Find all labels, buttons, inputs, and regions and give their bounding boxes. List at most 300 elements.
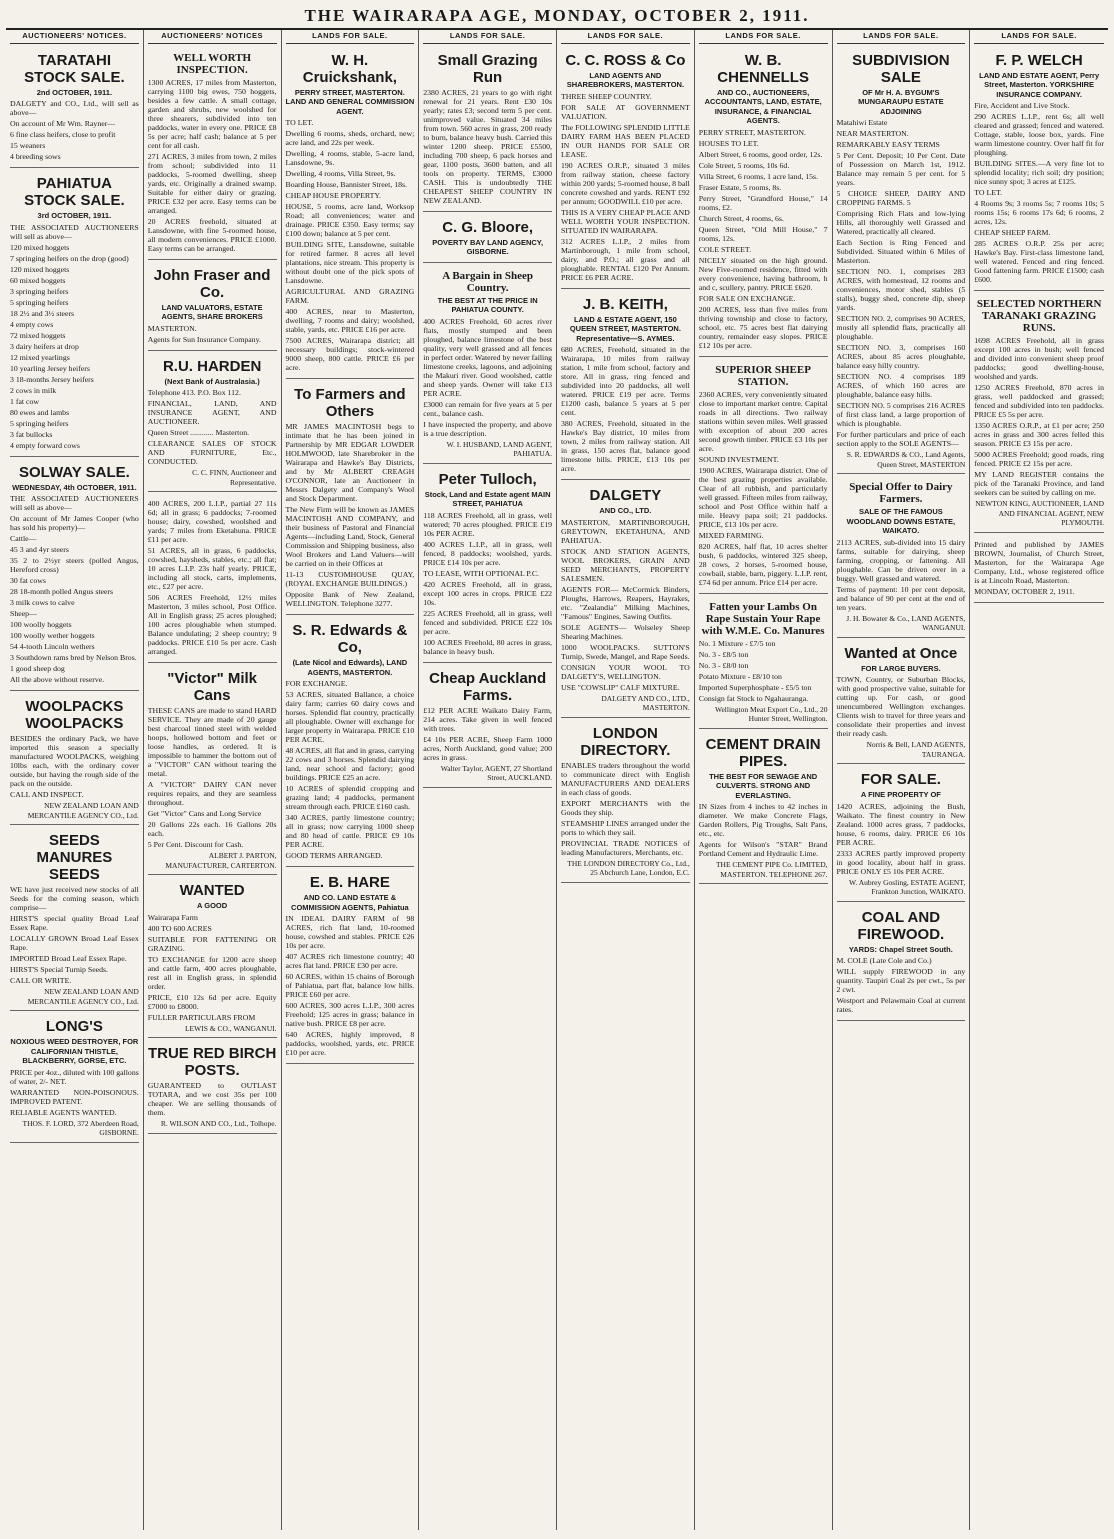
ad-line: £4 10s PER ACRE, Sheep Farm 1000 acres, North Auckland, good value; 200 acres in grass. xyxy=(423,734,552,762)
advertisement xyxy=(10,693,139,825)
ad-footer: LEWIS & CO., WANGANUI. xyxy=(184,1023,277,1033)
ad-title: C. G. Bloore, xyxy=(442,218,534,236)
ad-line: STEAMSHIP LINES arranged under the ports to which they sail. xyxy=(561,818,690,837)
ad-line: Albert Street, 6 rooms, good order, 12s. xyxy=(698,149,823,159)
ad-subtitle: YARDS: Chapel Street South. xyxy=(848,944,953,954)
ad-line: COLE STREET. xyxy=(698,244,752,254)
ad-footer: W. Aubrey Gosling, ESTATE AGENT, Frankton Junction, WAIKATO. xyxy=(848,877,966,896)
ad-subtitle: LAND AGENTS AND SHAREBROKERS, MASTERTON. xyxy=(566,70,685,89)
ad-footer: DALGETY AND CO., LTD., MASTERTON. xyxy=(601,693,690,712)
ad-subtitle: 2nd OCTOBER, 1911. xyxy=(36,87,113,97)
masthead: THE WAIRARAPA AGE, MONDAY, OCTOBER 2, 1911. xyxy=(304,6,810,25)
ad-line: THESE CANS are made to stand HARD SERVICE. They are made of 20 gauge best charcoal tinned steel with welded hoops, hollowed bottom and feet or loose handles, as ordered. It is impossible to hammer the bottom out of a "VICTOR" CAN without tearing the metal. xyxy=(147,706,277,778)
ad-subtitle: A GOOD xyxy=(197,901,228,910)
ad-line: 53 ACRES, situated Ballance, a choice dairy farm; carries 60 dairy cows and horses. Splendid flat country, practically all ploughable. Owner will exchange for larger property in Wairarapa. PRICE £10 PER ACRE. xyxy=(285,690,415,744)
advertisement xyxy=(699,47,828,357)
ad-line: SECTION NO. 3, comprises 160 ACRES, about 85 acres ploughable, balance easy hilly country. xyxy=(836,343,966,370)
ad-line: 271 ACRES, 3 miles from town, 2 miles from school; subdivided into 11 paddocks, 5-roomed dwelling, sheep yards, etc. Originally a drained swamp. Suitable for either dairy or grazing. PRICE £32 per acre. Easy terms can be arranged. xyxy=(147,151,277,215)
ad-title: WANTED xyxy=(179,882,245,899)
advertisement xyxy=(148,353,277,493)
ad-body xyxy=(286,914,415,1057)
ad-line: IN Sizes from 4 inches to 42 inches in diameter. We make Concrete Flags, Garden Rollers, Pig Troughs, Salt Pans, etc., etc. xyxy=(698,802,828,838)
ad-line: 7500 ACRES, Wairarapa district; all necessary buildings; stock-wintered 9000 sheep, 800 cattle. PRICE £6 per acre. xyxy=(285,336,415,372)
advertisement xyxy=(837,47,966,475)
ad-line: 15 weaners xyxy=(10,141,46,150)
ad-line: 100 ACRES Freehold, 80 acres in grass, balance in heavy bush. xyxy=(423,637,552,656)
ad-line: 5 CHOICE SHEEP, DAIRY AND CROPPING FARMS. 5 xyxy=(836,189,966,207)
ad-line: 7 springing heifers on the drop (good) xyxy=(10,253,129,263)
ad-body xyxy=(148,78,277,253)
ad-line: Terms of payment: 10 per cent deposit, and balance of 90 per cent at the end of ten years. xyxy=(836,584,966,612)
ad-line: 3 milk cows to calve xyxy=(10,598,75,607)
ad-title: TRUE RED BIRCH POSTS. xyxy=(147,1045,277,1079)
ad-line: 1300 ACRES, 17 miles from Masterton, carrying 1100 big ewes, 750 hoggets, besides a few cattle. A small cottage, garden and shrubs, new woolshed for three shearers, subdivided into ten paddocks, water in every one. PRICE £8 5s per acre; half cash; balance at 5 per cent for all cash. xyxy=(147,77,277,150)
ad-line: 80 ewes and lambs xyxy=(10,407,70,417)
ad-line: CALL AND INSPECT. xyxy=(10,790,84,799)
advertisement xyxy=(423,466,552,663)
ad-footer: NEWTON KING, AUCTIONEER, LAND AND FINANCIAL AGENT, NEW PLYMOUTH. xyxy=(975,499,1104,527)
ad-body xyxy=(837,118,966,448)
ad-line: 5 Per Cent. Deposit; 10 Per Cent. Date of Possession on March 1st, 1912. Balance may remain 5 per cent. for 5 years. xyxy=(836,151,966,187)
ad-body xyxy=(148,324,277,344)
ad-line: MIXED FARMING. xyxy=(698,530,764,540)
ad-line: BUILDING SITES.—A very fine lot to splendid locality; rich soil; dry position; nice sunny spot; 3 acres at £125. xyxy=(974,159,1104,186)
ad-title: W. H. Cruickshank, xyxy=(302,51,397,86)
column-header: LANDS FOR SALE. xyxy=(423,30,552,44)
ad-line: WILL supply FIREWOOD in any quantity. Taupiri Coal 2s per cwt., 5s per 2 cwt. xyxy=(836,967,966,994)
ad-line: Consign fat Stock to Ngahauranga. xyxy=(698,693,809,703)
ad-subtitle: THE BEST AT THE PRICE IN PAHIATUA COUNTY. xyxy=(437,295,538,314)
ad-line: 120 mixed hoggets xyxy=(10,242,70,252)
ad-line: 407 ACRES rich limestone country; 40 acres flat land. PRICE £30 per acre. xyxy=(285,952,415,970)
ad-line: 60 mixed hoggets xyxy=(10,275,66,285)
ad-body xyxy=(423,511,552,656)
advertisement xyxy=(699,596,828,729)
ad-line: SUITABLE FOR FATTENING OR GRAZING. xyxy=(147,934,277,953)
ad-line: WARRANTED NON-POISONOUS. IMPROVED PATENT. xyxy=(10,1087,139,1106)
ad-line: 12 mixed yearlings xyxy=(10,352,70,362)
ad-line: 1250 ACRES Freehold, 870 acres in grass, well paddocked and grassed; fenced and subdivided into ten paddocks. PRICE £5 5s per acre. xyxy=(974,383,1104,419)
ad-line: 200 ACRES, less than five miles from thriving township and close to factory, school, etc. 75 acres best flat dairying country, remainder easy slopes. PRICE £12 10s per acre. xyxy=(698,304,828,350)
ad-footer: W. I. HUSBAND, LAND AGENT, PAHIATUA. xyxy=(446,439,552,458)
ad-body xyxy=(561,518,690,692)
ad-title: W. B. CHENNELLS xyxy=(717,51,809,86)
ad-line: FINANCIAL, LAND, AND INSURANCE AGENT, AND AUCTIONEER. xyxy=(147,399,277,426)
ad-title: SELECTED NORTHERN TARANAKI GRAZING RUNS. xyxy=(976,298,1102,334)
ad-line: The FOLLOWING SPLENDID LITTLE DAIRY FARM HAS BEEN PLACED IN OUR HANDS FOR SALE OR LEASE. xyxy=(561,122,690,159)
ad-line: TO LEASE, WITH OPTIONAL P.C. xyxy=(423,568,539,578)
ad-subtitle: POVERTY BAY LAND AGENCY, GISBORNE. xyxy=(432,237,544,256)
ad-line: Comprising Rich Flats and low-lying Hills, all thoroughly well Grassed and Watered, practically all cleared. xyxy=(836,209,966,236)
ad-line: No. 3 - £8/0 ton xyxy=(698,660,749,670)
column-header: AUCTIONEERS' NOTICES. xyxy=(10,30,139,44)
column-5 xyxy=(557,30,695,1530)
ad-footer: THOS. F. LORD, 372 Aberdeen Road, GISBORNE. xyxy=(22,1118,139,1137)
ad-line: Cole Street, 5 rooms, 10s 6d. xyxy=(698,160,790,170)
ad-line: Boarding House, Bannister Street, 18s. xyxy=(285,180,407,189)
column-8 xyxy=(970,30,1108,1530)
ad-line: TO EXCHANGE for 1200 acre sheep and cattle farm, 400 acres ploughable, rest all in English grass, in splendid order. xyxy=(147,954,277,991)
ad-line: 60 ACRES, within 15 chains of Borough of Pahiatua, part flat, balance low hills. PRICE £60 per acre. xyxy=(285,972,415,999)
ad-subtitle: AND CO., LTD. xyxy=(599,506,652,515)
ad-body xyxy=(10,223,139,450)
ad-line: 20 ACRES freehold, situated at Lansdowne, with fine 5-roomed house, all modern conveniences. PRICE £1000. Easy terms can be arranged. xyxy=(147,216,277,253)
ad-line: 1420 ACRES, adjoining the Bush, Waikato. The finest country in New Zealand. 1000 acres grass, 7 paddocks, house, 6 rooms, dairy. PRICE £6 10s PER ACRE. xyxy=(836,801,966,847)
ad-title: Cheap Auckland Farms. xyxy=(429,669,547,704)
ad-title: To Farmers and Others xyxy=(294,386,406,420)
ad-line: CHEAP HOUSE PROPERTY. xyxy=(285,191,381,200)
ad-body xyxy=(699,128,828,350)
ad-line: MASTERTON, MARTINBOROUGH, GREYTOWN, EKETAHUNA, AND PAHIATUA. xyxy=(561,517,690,545)
column-header: AUCTIONEERS' NOTICES xyxy=(148,30,277,44)
ad-body xyxy=(148,388,277,466)
ad-footer: NEW ZEALAND LOAN AND MERCANTILE AGENCY CO., Ltd. xyxy=(27,987,139,1006)
ad-body xyxy=(10,885,139,985)
ad-body xyxy=(423,88,552,205)
ad-body xyxy=(837,538,966,612)
ad-line: Fire, Accident and Live Stock. xyxy=(974,101,1070,110)
ad-line: Opposite Bank of New Zealand, WELLINGTON. Telephone 3277. xyxy=(285,590,415,608)
ad-body xyxy=(699,390,828,587)
ad-line: 54 4-tooth Lincoln wethers xyxy=(10,642,95,651)
ad-footer: J. H. Bowater & Co., LAND AGENTS, WANGANUI. xyxy=(846,613,966,632)
ad-line: USE "COWSLIP" CALF MIXTURE. xyxy=(561,682,680,692)
ad-line: 225 ACRES Freehold, all in grass, well fenced and subdivided. PRICE £22 10s per acre. xyxy=(423,608,552,636)
ad-line: 380 ACRES, Freehold, situated in the Hawke's Bay district, 10 miles from town, 2 miles from railway station. All in grass, 150 acres flat, balance good limestone hills. PRICE, £13 10s per acre. xyxy=(561,419,690,473)
ad-line: On account of Mr Wm. Rayner— xyxy=(10,119,116,128)
ad-line: 4 Rooms 9s; 3 rooms 5s; 7 rooms 10s; 5 rooms 15s; 6 rooms 17s 6d; 6 rooms, 2 acres, 12s. xyxy=(974,199,1104,226)
ad-line: 35 2 to 2½yr steers (polled Angus, Hereford cross) xyxy=(10,556,139,574)
ad-line: Queen Street, "Old Mill House," 7 rooms, 12s. xyxy=(698,224,828,243)
ad-line: Agents for Sun Insurance Company. xyxy=(147,334,261,344)
column-4 xyxy=(419,30,557,1530)
ad-line: HOUSE, 5 rooms, acre land, Worksop Road; all conveniences; water and drainage. PRICE £350. Easy terms; say £100 down; balance at 5 per cent. xyxy=(285,202,415,238)
ad-line: NEAR MASTERTON. xyxy=(836,129,909,138)
ad-line: 3 Southdown rams bred by Nelson Bros. xyxy=(10,653,137,662)
ad-body xyxy=(561,92,690,282)
ad-line: THE ASSOCIATED AUCTIONEERS will sell as above— xyxy=(10,494,139,512)
ad-line: Imported Superphosphate - £5/5 ton xyxy=(698,682,812,692)
ad-line: 5 Per Cent. Discount for Cash. xyxy=(147,840,244,849)
ad-line: MR JAMES MACINTOSH begs to intimate that he has been joined in Partnership by MR EDGAR LOWDER HOLMWOOD, late Sharebroker in the Wairarapa and Hawke's Bay Districts, and by Mr ALBERT CREAGH O'CONNOR, late an Auctioneer in Messrs Dalgety and Company's Wool and Stock Department. xyxy=(285,422,415,503)
ad-line: Westport and Pelawmain Coal at current rates. xyxy=(836,996,966,1014)
advertisement xyxy=(837,766,966,902)
ad-body xyxy=(699,639,828,703)
ad-line: A "VICTOR" DAIRY CAN never requires repairs, and they are seamless throughout. xyxy=(147,780,277,807)
ad-title: Special Offer to Dairy Farmers. xyxy=(849,481,953,505)
ad-line: NICELY situated on the high ground. New Five-roomed residence, fitted with every convenience, having bathroom, h and c, scullery, pantry. PRICE £620. xyxy=(698,255,828,292)
ad-line: 10 ACRES of splendid cropping and grazing land; 4 paddocks, permanent stream through each. PRICE £160 cash. xyxy=(285,784,415,811)
ad-line: Dwelling, 4 rooms, stable, 5-acre land, Lansdowne, 9s. xyxy=(285,149,415,167)
ad-line: PERRY STREET, MASTERTON. xyxy=(698,127,807,137)
ad-subtitle: A FINE PROPERTY OF xyxy=(860,790,941,799)
ad-line: The New Firm will be known as JAMES MACINTOSH AND COMPANY, and their business of Pastoral and Financial Agents—including Land, Stock, General Commission and Shipping business, also Wool Brokers and Land Valuers—will be carried on in their Offices at xyxy=(285,505,415,568)
ad-title: COAL AND FIREWOOD. xyxy=(857,908,945,943)
ad-line: All the above without reserve. xyxy=(10,675,105,684)
ad-line: 506 ACRES Freehold, 12½ miles Masterton, 3 miles school, Post Office. All in English grass; 25 acres ploughed; 100 acres ploughable when stumped. Balance undulating; 2 sheep country; 9 paddocks. PRICE £10 5s per acre. Cash arranged. xyxy=(147,593,277,656)
ad-footer: Norris & Bell, LAND AGENTS, TAURANGA. xyxy=(866,740,966,759)
ad-title: CEMENT DRAIN PIPES. xyxy=(705,735,821,770)
ad-body xyxy=(561,345,690,473)
ad-line: REMARKABLY EASY TERMS xyxy=(836,140,940,149)
ad-line: EXPORT MERCHANTS with the Goods they ship. xyxy=(561,798,690,817)
ad-footer: THE LONDON DIRECTORY Co., Ltd., 25 Abchurch Lane, London, E.C. xyxy=(567,858,690,877)
ad-line: 290 ACRES L.I.P., rent 6s; all well cleared and grassed; fenced and watered. Cottage, stable, loose box, yards. Fine warm limestone country. Over half fit for ploughing. xyxy=(974,112,1104,157)
ad-line: GUARANTEED to OUTLAST TOTARA, and we cost 35s per 100 cheaper. We are selling thousands of them. xyxy=(147,1081,277,1117)
advertisement xyxy=(423,214,552,263)
ad-title: A Bargain in Sheep Country. xyxy=(442,269,534,294)
ad-body xyxy=(10,734,139,799)
ad-line: SOUND INVESTMENT. xyxy=(698,454,779,464)
ad-body xyxy=(148,499,277,656)
ad-subtitle: PERRY STREET, MASTERTON. LAND AND GENERAL COMMISSION AGENT. xyxy=(285,87,415,116)
ad-line: 312 ACRES L.I.P., 2 miles from Martinborough, 1 mile from school, dairy, and P.O.; all grass and all ploughable. RENTAL £120 Per Annum. PRICE £6 PER ACRE. xyxy=(561,236,690,282)
ad-body xyxy=(974,101,1104,284)
ad-subtitle: 3rd OCTOBER, 1911. xyxy=(37,211,112,220)
ad-line: ENABLES traders throughout the world to communicate direct with English MANUFACTURERS AND DEALERS in each class of goods. xyxy=(561,760,690,797)
ad-line: 120 mixed hoggets xyxy=(10,264,70,274)
ad-line: GOOD TERMS ARRANGED. xyxy=(285,851,383,860)
advertisement xyxy=(10,170,139,457)
ad-subtitle: OF Mr H. A. BYGUM'S MUNGARAUPU ESTATE ADJOINING xyxy=(858,87,944,116)
ad-line: 5 springing heifers xyxy=(10,418,69,428)
column-3 xyxy=(282,30,420,1530)
ad-body xyxy=(286,118,415,372)
ad-subtitle: THE BEST FOR SEWAGE AND CULVERTS. STRONG AND EVERLASTING. xyxy=(709,771,818,800)
ad-footer: Walter Taylor, AGENT, 27 Shortland Street, AUCKLAND. xyxy=(440,763,552,782)
ad-line: WE have just received new stocks of all Seeds for the coming season, which comprise— xyxy=(10,885,139,912)
ad-subtitle: LAND AND ESTATE AGENT, Perry Street, Masterton. YORKSHIRE INSURANCE COMPANY. xyxy=(979,70,1100,99)
column-2 xyxy=(144,30,282,1530)
ad-line: CALL OR WRITE. xyxy=(10,976,72,985)
ad-line: I have inspected the property, and above is a true description. xyxy=(423,419,552,438)
ad-line: Get "Victor" Cans and Long Service xyxy=(147,809,262,818)
ad-line: Each Section is Ring Fenced and Subdivided. Situated within 6 Miles of Masterton. xyxy=(836,238,966,265)
advertisement xyxy=(974,47,1104,292)
advertisement xyxy=(10,47,139,169)
ad-line: HIRST'S Special Turnip Seeds. xyxy=(10,965,109,974)
ad-body xyxy=(10,494,139,684)
advertisement xyxy=(286,617,415,867)
ad-line: 400 TO 600 ACRES xyxy=(147,923,212,933)
ad-line: 2 cows in milk xyxy=(10,385,57,395)
ad-line: Cattle— xyxy=(10,534,37,543)
column-1 xyxy=(6,30,144,1530)
ad-line: BUILDING SITE, Lansdowne, suitable for retired farmer. 8 acres all level plantations, nice stream. This property is without doubt one of the pick spots of Lansdowne. xyxy=(285,240,415,285)
ad-title: R.U. HARDEN xyxy=(162,357,262,375)
advertisement xyxy=(148,1040,277,1134)
ad-body xyxy=(699,802,828,858)
ad-title: E. B. HARE xyxy=(309,874,390,891)
ad-line: 100 woolly wether hoggets xyxy=(10,631,95,640)
ad-title: "Victor" Milk Cans xyxy=(167,670,258,704)
advertisement xyxy=(837,476,966,638)
ad-line: 48 ACRES, all flat and in grass, carrying 22 cows and 3 horses. Splendid dairying land, near school and factory; good buildings. PRICE £25 an acre. xyxy=(285,746,415,782)
ad-line: CHEAP SHEEP FARM. xyxy=(974,228,1051,237)
ad-title: WELL WORTH INSPECTION. xyxy=(173,51,252,76)
ad-line: Church Street, 4 rooms, 6s. xyxy=(698,213,784,223)
ad-line: 28 18-month polled Angus steers xyxy=(10,587,114,596)
advertisement xyxy=(148,47,277,260)
column-header: LANDS FOR SALE. xyxy=(837,30,966,44)
ad-subtitle: FOR LARGE BUYERS. xyxy=(861,663,941,673)
ad-line: 285 ACRES O.R.P. 25s per acre; Hawke's Bay. First-class limestone land, well watered. Fenced and ring fenced. Good fattening farm. PRICE £1500; cash £600. xyxy=(974,239,1104,284)
advertisement xyxy=(10,827,139,1011)
ad-body xyxy=(286,679,415,860)
ad-line: On account of Mr James Cooper (who has sold his property)— xyxy=(10,514,139,532)
ad-title: LONG'S xyxy=(45,1018,103,1035)
column-header: LANDS FOR SALE. xyxy=(561,30,690,44)
ad-line: Villa Street, 6 rooms, 1 acre land, 15s. xyxy=(698,171,819,181)
ad-body xyxy=(148,706,277,849)
ad-line: 1350 ACRES O.R.P., at £1 per acre; 250 acres in grass and 300 acres felled this season. PRICE £3 15s per acre. xyxy=(974,421,1104,448)
ad-line: 2360 ACRES, very conveniently situated close to important market centre. Capital roads in all directions. Two railway stations within seven miles. Well grassed with exception of about 200 acres second growth timber. PRICE £3 10s per acre. xyxy=(698,389,828,453)
ad-line: 420 ACRES Freehold, all in grass, except 100 acres in crops. PRICE £22 10s. xyxy=(423,579,552,607)
advertisement xyxy=(286,47,415,380)
ad-line: Fraser Estate, 5 rooms, 8s. xyxy=(698,182,782,192)
ad-footer: R. WILSON AND CO., Ltd., Tolhope. xyxy=(160,1119,277,1128)
advertisement xyxy=(148,494,277,663)
ad-line: Perry Street, "Grandford House," 14 rooms, £2. xyxy=(698,193,828,212)
ad-line: 5000 ACRES Freehold; good roads, ring fenced. PRICE £2 15s per acre. xyxy=(974,450,1104,468)
ad-line: 400 ACRES, near to Masterton, dwelling, 7 rooms and dairy; woolshed, stable, yards, etc. PRICE £16 per acre. xyxy=(285,307,415,334)
ad-line: Telephone 413. P.O. Box 112. xyxy=(147,388,241,397)
ad-footer: S. R. EDWARDS & CO., Land Agents, Queen Street, MASTERTON xyxy=(846,450,966,469)
ad-line: 3 fat bullocks xyxy=(10,429,53,439)
ad-line: SOLE AGENTS— Wolseley Sheep Shearing Machines. xyxy=(561,622,690,641)
ad-line: 1 good sheep dog xyxy=(10,664,65,673)
ad-line: AGRICULTURAL AND GRAZING FARM. xyxy=(285,287,415,305)
ad-line: Wairarapa Farm xyxy=(147,912,198,922)
ad-title: FOR SALE. xyxy=(860,771,941,788)
ad-footer: ALBERT J. PARTON, MANUFACTURER, CARTERTON. xyxy=(165,851,277,870)
ad-line: 400 ACRES L.I.P., all in grass, well fenced, 8 paddocks; woolshed, yards. PRICE £14 10s per acre. xyxy=(423,539,552,567)
ad-line: 51 ACRES, all in grass, 6 paddocks, cowshed, haysheds, stables, etc.; all flat; 10 acres L.I.P. 23s half yearly. PRICE, including all stock, carts, implements, etc., £27 per acre. xyxy=(147,546,277,591)
ad-footer: C. C. FINN, Auctioneer and Representative. xyxy=(192,468,277,487)
advertisement xyxy=(148,262,277,351)
ad-line: FOR SALE ON EXCHANGE. xyxy=(698,293,796,303)
ad-line: TO LET. xyxy=(974,188,1003,197)
ad-line: 1000 WOOLPACKS. SUTTON'S Turnip, Swede, Mangel, and Rape Seeds. xyxy=(561,642,690,661)
ad-line: 11-13 CUSTOMHOUSE QUAY, (ROYAL EXCHANGE BUILDINGS.) xyxy=(285,570,415,588)
ad-line: CLEARANCE SALES OF STOCK AND FURNITURE, Etc., CONDUCTED. xyxy=(147,439,277,466)
ad-line: THREE SHEEP COUNTRY. xyxy=(561,91,652,101)
ad-subtitle: AND CO., AUCTIONEERS, ACCOUNTANTS, LAND, ESTATE, INSURANCE, & FINANCIAL AGENTS. xyxy=(704,87,822,125)
ad-subtitle: LAND & ESTATE AGENT, 150 QUEEN STREET, MASTERTON. Representative—S. AYMES. xyxy=(569,314,681,343)
ad-body xyxy=(974,540,1104,596)
ad-subtitle: Stock, Land and Estate agent MAIN STREET, PAHIATUA xyxy=(424,489,551,508)
ad-line: £12 PER ACRE Waikato Dairy Farm, 214 acres. Take given in well fenced with trees. xyxy=(423,705,552,733)
ad-line: MY LAND REGISTER contains the pick of the Taranaki Province, and land seekers can be suited by calling on me. xyxy=(974,470,1104,497)
ad-line: 2333 ACRES partly improved property in good locality, about half in grass. PRICE ONLY £5 10s PER ACRE. xyxy=(836,848,966,876)
ad-line: 118 ACRES Freehold, all in grass, well watered; 70 acres ploughed. PRICE £19 10s PER ACRE. xyxy=(423,510,552,538)
advertisement xyxy=(561,720,690,883)
ad-line: 600 ACRES, 300 acres L.I.P., 300 acres Freehold; 125 acres in grass; balance in native bush. PRICE £8 per acre. xyxy=(285,1001,415,1028)
ad-body xyxy=(837,675,966,738)
ad-line: BESIDES the ordinary Pack, we have imported this season a specially manufactured WOOLPACKS, weighing 10lbs each, with the ordinary cover outside, but having the rough side of the pack on the outside. xyxy=(10,734,139,788)
ad-title: Small Grazing Run xyxy=(437,51,538,86)
advertisement xyxy=(561,47,690,289)
ad-line: SECTION NO. 2, comprises 90 ACRES, mostly all splendid flats, practically all ploughable. xyxy=(836,314,966,341)
ad-subtitle: LAND VALUATORS, ESTATE AGENTS, SHARE BROKERS xyxy=(161,302,263,321)
ad-line: 3 springing heifers xyxy=(10,286,69,296)
ad-title: Fatten your Lambs On Rape Sustain Your Rape with W.M.E. Co. Manures xyxy=(701,600,825,637)
ad-line: 400 ACRES, 200 L.I.P., partial 27 11s 6d; all in grass; 6 paddocks; 7-roomed house; dairy, cowshed, woolshed and yards; 7 miles from Eketahuna. PRICE £11 per acre. xyxy=(147,499,277,544)
ad-line: 1698 ACRES Freehold, all in grass except 100 acres in bush; well fenced and divided into convenient sheep proof paddocks; good dwelling-house, woolshed and yards. xyxy=(974,336,1104,381)
ad-line: FULLER PARTICULARS FROM xyxy=(147,1012,256,1022)
ad-line: 4 empty cows xyxy=(10,319,54,329)
ad-body xyxy=(10,99,139,161)
ad-line: SECTION NO. 5 comprises 216 ACRES of first class land, a large proportion of which is ploughable. xyxy=(836,401,966,428)
ad-line: 20 Gallons 22s each. 16 Gallons 20s each. xyxy=(147,820,277,838)
ad-title: SUBDIVISION SALE xyxy=(852,51,950,86)
ad-line: No. 1 Mixture - £7/5 ton xyxy=(698,638,776,648)
ad-line: 4 empty forward cows xyxy=(10,440,80,450)
ad-body xyxy=(10,1068,139,1117)
ad-line: DALGETY and CO., Ltd., will sell as above— xyxy=(10,99,139,117)
ad-line: 18 2½ and 3½ steers xyxy=(10,308,75,318)
advertisement xyxy=(837,904,966,1022)
advertisement xyxy=(699,731,828,885)
ad-title: LONDON DIRECTORY. xyxy=(580,724,671,759)
ad-title: TARATAHI STOCK SALE. xyxy=(24,51,125,86)
ad-body xyxy=(561,761,690,857)
advertisement xyxy=(148,877,277,1038)
ad-line: £3000 can remain for five years at 5 per cent., balance cash. xyxy=(423,399,552,418)
ad-line: SECTION NO. 1, comprises 283 ACRES, with homestead, 12 rooms and conveniences, motor shed, stables (5 stalls), buggy shed, concrete dip, sheep yards. xyxy=(836,267,966,312)
ad-line: 190 ACRES O.R.P., situated 3 miles from railway station, cheese factory within 200 yards; 5-roomed house, 8 ball concrete cowshed and yards. RENT £92 per annum; GOODWILL £10 per acre. xyxy=(561,160,690,206)
ad-line: FOR EXCHANGE. xyxy=(285,679,348,688)
ad-line: Queen Street ............ Masterton. xyxy=(147,428,250,437)
column-header: LANDS FOR SALE. xyxy=(286,30,415,44)
ad-line: 680 ACRES, Freehold, situated in the Wairarapa, 10 miles from railway station, 1 mile from school, factory and store. All in grass, ring fenced and subdivided into 20 paddocks, all well watered. PRICE £19 per acre. Terms £1200 cash, balance 5 years at 5 per cent. xyxy=(561,345,690,417)
ad-body xyxy=(423,317,552,438)
ad-line: 45 3 and 4yr steers xyxy=(10,545,69,554)
ad-line: Printed and published by JAMES BROWN, Journalist, of Church Street, Masterton, for the Wairarapa Age Company, Ltd., whose registered office is at Lincoln Road, Masterton. xyxy=(974,539,1104,585)
ad-footer: NEW ZEALAND LOAN AND MERCANTILE AGENCY CO., Ltd. xyxy=(27,801,139,820)
ad-line: 100 woolly hoggets xyxy=(10,620,72,629)
column-header: LANDS FOR SALE. xyxy=(974,30,1104,44)
ad-body xyxy=(837,802,966,876)
ad-line: PROVINCIAL TRADE NOTICES of leading Manufacturers, Merchants, etc. xyxy=(561,838,690,857)
advertisement xyxy=(837,640,966,765)
ad-line: 5 springing heifers xyxy=(10,297,69,307)
ad-line: 6 fine class heifers, close to profit xyxy=(10,130,116,139)
ad-line: 3 dairy heifers at drop xyxy=(10,341,79,351)
ad-subtitle: (Next Bank of Australasia.) xyxy=(164,376,260,386)
ad-line: 72 mixed hoggets xyxy=(10,330,66,340)
ad-line: TOWN, Country, or Suburban Blocks, with good prospective value, suitable for cutting up. For cash, or good unencumbered Wellington exchanges. Clients wish to travel for three years and consolidate their properties and invest their ready cash. xyxy=(836,675,966,738)
advertisement xyxy=(148,665,277,875)
ad-line: Potato Mixture - £8/10 ton xyxy=(698,671,782,681)
ad-line: Sheep— xyxy=(10,609,37,618)
ad-title: F. P. WELCH xyxy=(995,51,1083,69)
ad-line: MONDAY, OCTOBER 2, 1911. xyxy=(974,586,1075,596)
ad-title: John Fraser and Co. xyxy=(153,266,271,301)
column-7 xyxy=(833,30,971,1530)
ad-line: STOCK AND STATION AGENTS, WOOL BROKERS, GRAIN AND SEED MERCHANTS, PROPERTY SALESMEN. xyxy=(561,546,690,583)
ad-subtitle: WEDNESDAY, 4th OCTOBER, 1911. xyxy=(12,482,137,492)
ad-footer: THE CEMENT PIPE Co. LIMITED, MASTERTON. TELEPHONE 267. xyxy=(715,860,828,879)
advertisement xyxy=(561,482,690,718)
ad-line: PRICE, £10 12s 6d per acre. Equity £7000 to £8000. xyxy=(147,992,277,1011)
ad-line: 3 18-months Jersey heifers xyxy=(10,374,94,384)
ad-subtitle: SALE OF THE FAMOUS WOODLAND DOWNS ESTATE, WAIKATO. xyxy=(846,507,956,535)
ad-line: Matahiwi Estate xyxy=(836,118,888,127)
advertisement xyxy=(974,293,1104,533)
ad-title: Wanted at Once xyxy=(844,644,958,662)
ad-line: 640 ACRES, highly improved, 8 paddocks, woolshed, yards, etc. PRICE £10 per acre. xyxy=(285,1030,415,1057)
